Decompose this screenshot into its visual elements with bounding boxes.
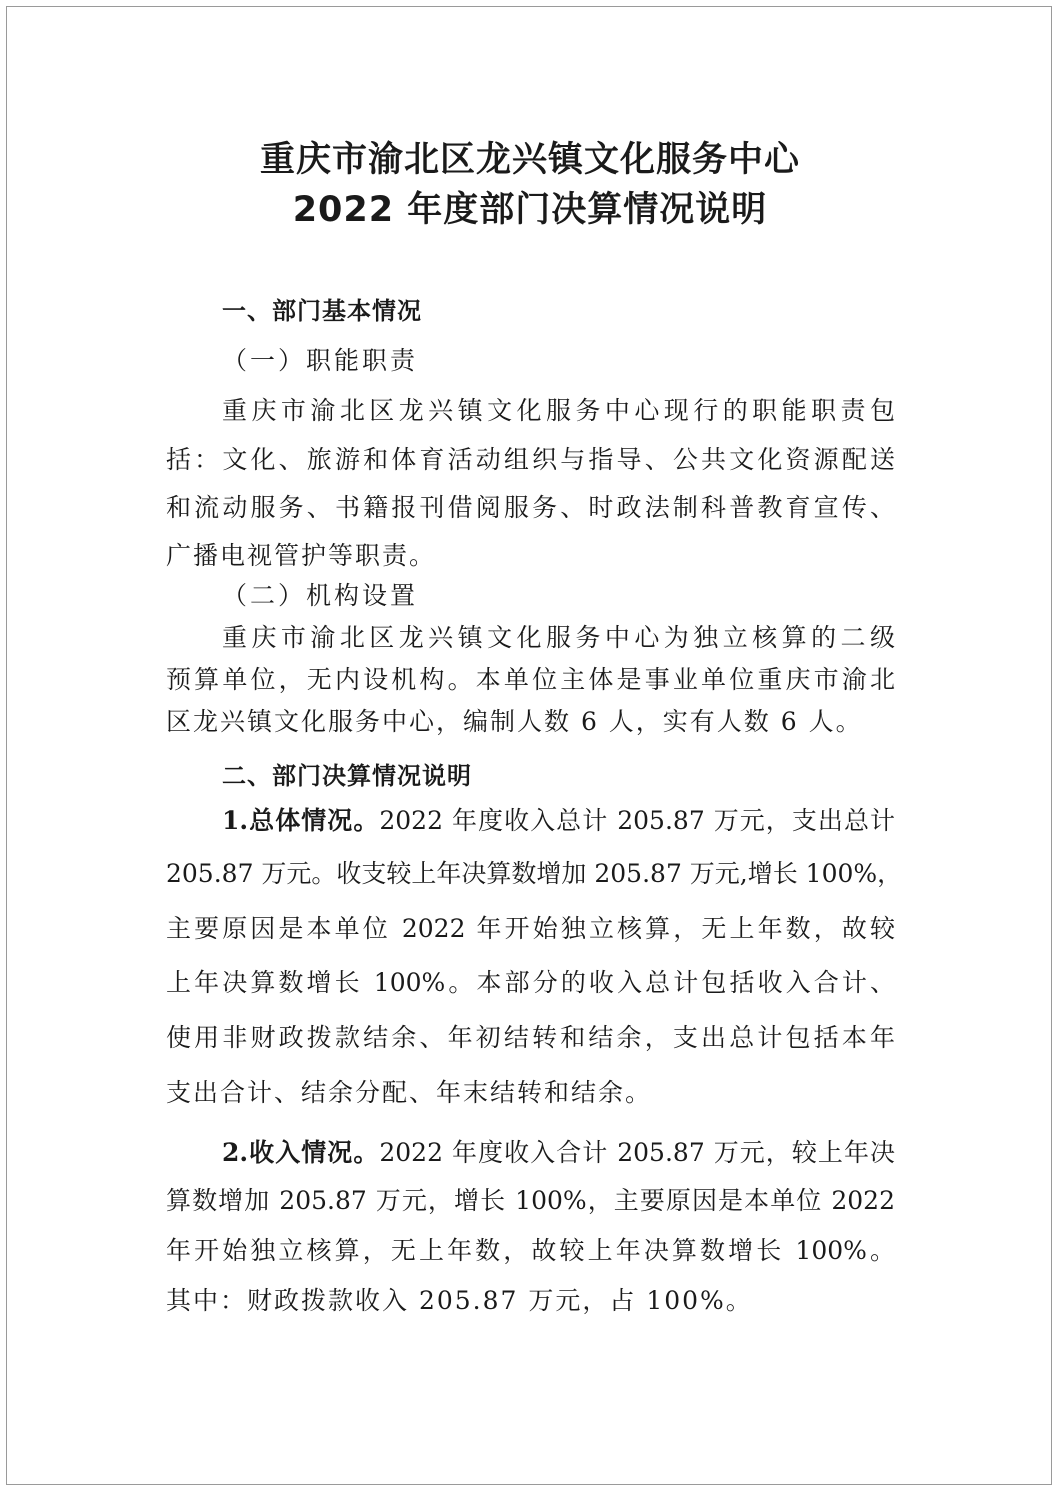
overall-line-4: 上年决算数增长 100%。本部分的收入总计包括收入合计、: [166, 968, 895, 997]
income-line-1: [222, 1137, 895, 1169]
income-line-4: 其中：财政拨款收入 205.87 万元，占 100%。: [166, 1286, 753, 1315]
income-line-3: 年开始独立核算，无上年数，故较上年决算数增长 100%。: [166, 1236, 895, 1265]
document-title-line-1: 重庆市渝北区龙兴镇文化服务中心: [259, 140, 800, 180]
structure-line-2: 预算单位，无内设机构。本单位主体是事业单位重庆市渝北: [166, 665, 895, 694]
overall-line-3: 主要原因是本单位 2022 年开始独立核算，无上年数，故较: [166, 914, 895, 943]
duties-line-1: 重庆市渝北区龙兴镇文化服务中心现行的职能职责包: [222, 396, 895, 425]
overall-lead: 1.总体情况。: [222, 806, 380, 835]
overall-line-1: [222, 805, 895, 837]
section-1-heading: 一、部门基本情况: [222, 297, 422, 325]
duties-line-4: 广播电视管护等职责。: [166, 541, 437, 570]
document-title-line-2: 2022 年度部门决算情况说明: [292, 190, 768, 230]
structure-line-1: 重庆市渝北区龙兴镇文化服务中心为独立核算的二级: [222, 623, 895, 652]
income-line-2: 算数增加 205.87 万元，增长 100%，主要原因是本单位 2022: [166, 1186, 895, 1215]
income-lead: 2.收入情况。: [222, 1138, 380, 1167]
overall-line-1-text: 2022 年度收入总计 205.87 万元，支出总计: [379, 806, 895, 835]
subsection-duties-heading: （一）职能职责: [222, 346, 419, 375]
overall-line-6: 支出合计、结余分配、年末结转和结余。: [166, 1078, 653, 1107]
section-2-heading: 二、部门决算情况说明: [222, 762, 472, 790]
overall-line-5: 使用非财政拨款结余、年初结转和结余，支出总计包括本年: [166, 1023, 895, 1052]
income-line-1-text: 2022 年度收入合计 205.87 万元，较上年决: [379, 1138, 895, 1167]
overall-line-2: 205.87 万元。收支较上年决算数增加 205.87 万元,增长 100%，: [166, 859, 903, 888]
subsection-structure-heading: （二）机构设置: [222, 581, 419, 610]
duties-line-2: 括：文化、旅游和体育活动组织与指导、公共文化资源配送: [166, 445, 895, 474]
duties-line-3: 和流动服务、书籍报刊借阅服务、时政法制科普教育宣传、: [166, 493, 895, 522]
structure-line-3: 区龙兴镇文化服务中心，编制人数 6 人，实有人数 6 人。: [166, 707, 863, 736]
